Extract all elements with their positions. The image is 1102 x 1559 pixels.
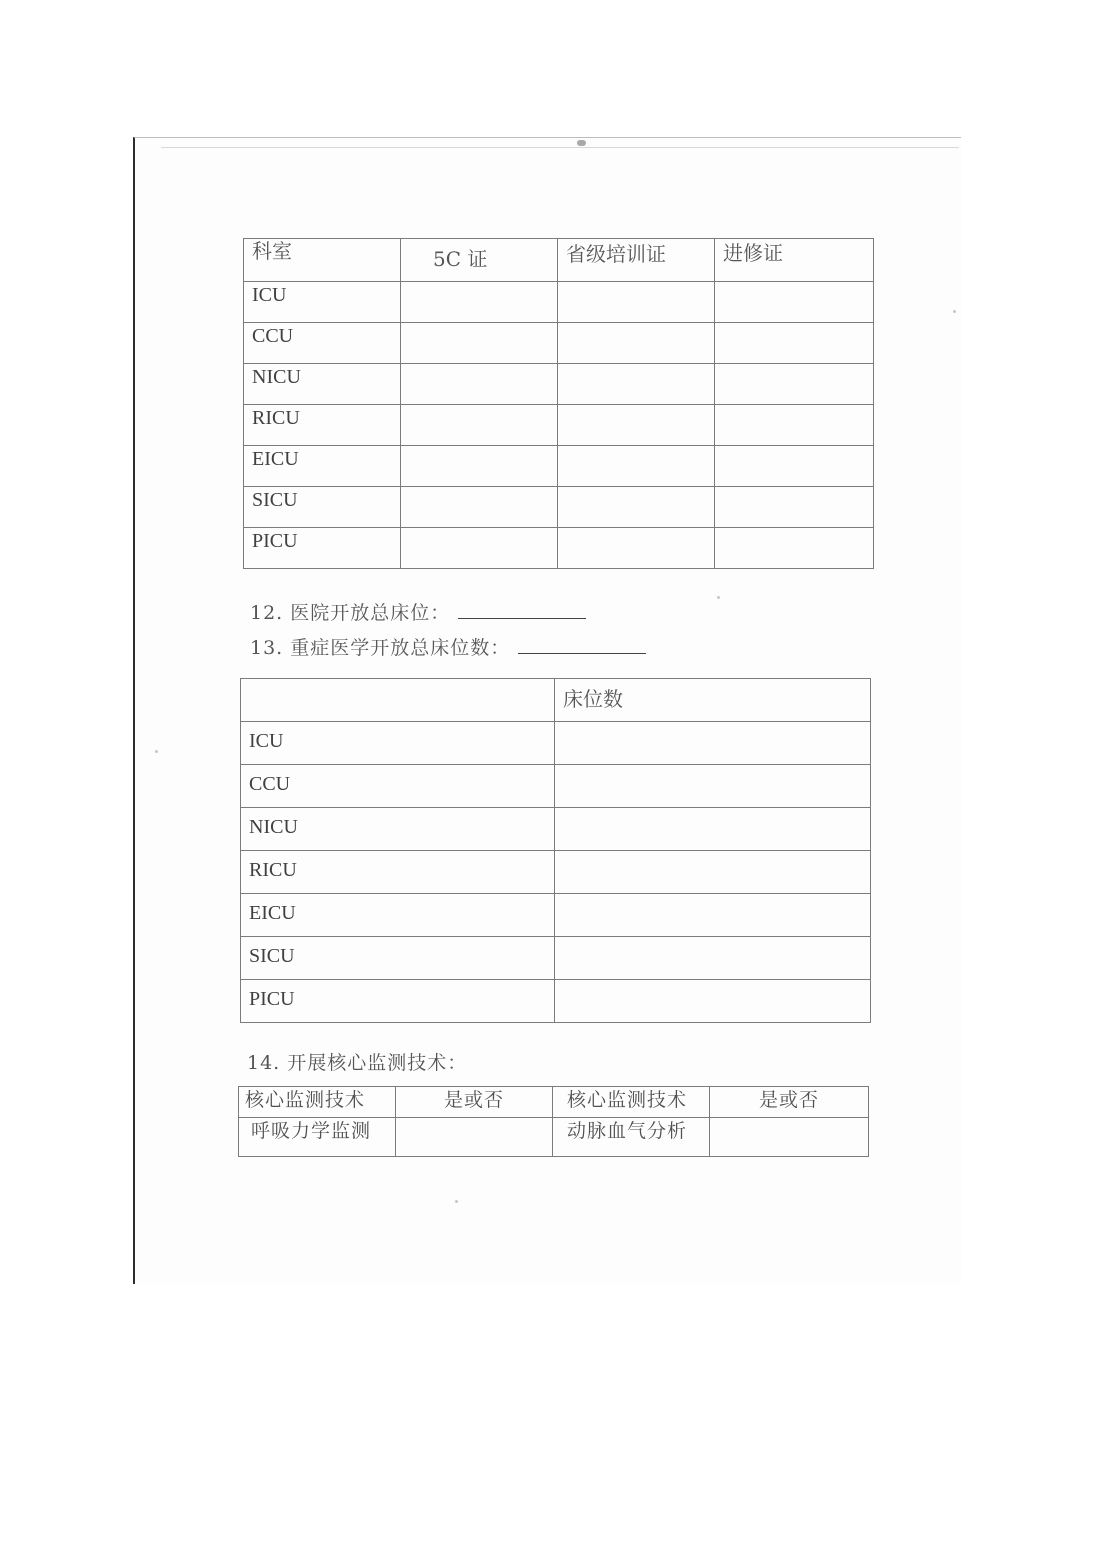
provincial-cert-cell[interactable]	[558, 323, 715, 364]
header-cell	[555, 679, 871, 722]
header-department: 科室	[252, 239, 292, 263]
provincial-cert-cell[interactable]	[558, 487, 715, 528]
table-row	[244, 487, 874, 528]
certificate-table-header	[244, 239, 874, 282]
row-label: ICU	[252, 284, 287, 306]
header-cell	[715, 239, 874, 282]
bed-count-cell[interactable]	[555, 980, 871, 1023]
bed-count-table	[240, 678, 871, 1023]
training-cert-cell[interactable]	[715, 487, 874, 528]
row-label: NICU	[249, 816, 298, 838]
bed-count-cell[interactable]	[555, 851, 871, 894]
technique-cell	[553, 1118, 710, 1157]
monitoring-tech-table	[238, 1086, 869, 1157]
row-label: PICU	[252, 530, 298, 552]
5c-cert-cell[interactable]	[401, 487, 558, 528]
table-row	[244, 405, 874, 446]
training-cert-cell[interactable]	[715, 282, 874, 323]
scan-speck	[717, 596, 720, 599]
bed-table-header	[241, 679, 871, 722]
row-label: CCU	[249, 773, 291, 795]
header-provincial-cert: 省级培训证	[566, 242, 666, 266]
training-cert-cell[interactable]	[715, 364, 874, 405]
row-label: ICU	[249, 730, 284, 752]
row-label-cell	[241, 808, 555, 851]
5c-cert-cell[interactable]	[401, 405, 558, 446]
training-cert-cell[interactable]	[715, 405, 874, 446]
provincial-cert-cell[interactable]	[558, 364, 715, 405]
table-row	[239, 1118, 869, 1157]
scan-speck	[155, 750, 158, 753]
table-row	[241, 808, 871, 851]
row-label: CCU	[252, 325, 294, 347]
tech-table-header	[239, 1087, 869, 1118]
table-row	[241, 851, 871, 894]
header-cell	[558, 239, 715, 282]
header-yes-no: 是或否	[758, 1089, 819, 1111]
bed-count-cell[interactable]	[555, 722, 871, 765]
header-technique: 核心监测技术	[245, 1089, 366, 1111]
certificate-table	[243, 238, 874, 569]
technique-arterial-blood-gas: 动脉血气分析	[567, 1120, 688, 1142]
total-beds-blank[interactable]	[458, 600, 586, 619]
row-label-cell	[241, 765, 555, 808]
table-row	[244, 446, 874, 487]
bed-count-cell[interactable]	[555, 894, 871, 937]
question-13	[250, 635, 646, 660]
provincial-cert-cell[interactable]	[558, 282, 715, 323]
top-rule	[161, 147, 959, 148]
table-row	[244, 282, 874, 323]
row-label: EICU	[252, 448, 299, 470]
technique-cell	[239, 1118, 396, 1157]
header-cell	[710, 1087, 869, 1118]
5c-cert-cell[interactable]	[401, 323, 558, 364]
row-label: EICU	[249, 902, 296, 924]
row-label-cell	[241, 980, 555, 1023]
row-label: PICU	[249, 988, 295, 1010]
table-row	[241, 937, 871, 980]
icu-total-beds-blank[interactable]	[518, 635, 646, 654]
scan-mark	[577, 140, 586, 146]
question-12	[250, 600, 586, 625]
table-row	[241, 722, 871, 765]
yes-no-cell[interactable]	[396, 1118, 553, 1157]
header-cell	[239, 1087, 396, 1118]
table-row	[244, 323, 874, 364]
header-cell	[401, 239, 558, 282]
header-5c-cert: 5C 证	[433, 247, 488, 271]
row-label-cell	[241, 894, 555, 937]
bed-count-cell[interactable]	[555, 937, 871, 980]
scanned-page	[133, 137, 961, 1284]
header-training-cert: 进修证	[723, 241, 783, 265]
row-label-cell	[241, 851, 555, 894]
header-technique: 核心监测技术	[567, 1089, 688, 1111]
row-label-cell	[244, 405, 401, 446]
provincial-cert-cell[interactable]	[558, 405, 715, 446]
bed-count-cell[interactable]	[555, 765, 871, 808]
question-13-text: 13. 重症医学开放总床位数：	[250, 637, 511, 659]
header-cell	[241, 679, 555, 722]
yes-no-cell[interactable]	[710, 1118, 869, 1157]
5c-cert-cell[interactable]	[401, 364, 558, 405]
table-row	[244, 364, 874, 405]
header-yes-no: 是或否	[443, 1089, 504, 1111]
5c-cert-cell[interactable]	[401, 528, 558, 569]
provincial-cert-cell[interactable]	[558, 446, 715, 487]
header-bed-count: 床位数	[563, 687, 623, 711]
header-cell	[396, 1087, 553, 1118]
technique-respiratory-mechanics: 呼吸力学监测	[251, 1120, 372, 1142]
row-label-cell	[241, 722, 555, 765]
header-cell	[244, 239, 401, 282]
bed-count-cell[interactable]	[555, 808, 871, 851]
row-label: RICU	[249, 859, 297, 881]
table-row	[241, 980, 871, 1023]
table-row	[244, 528, 874, 569]
row-label-cell	[244, 282, 401, 323]
row-label: SICU	[249, 945, 295, 967]
row-label-cell	[241, 937, 555, 980]
question-14-text: 14. 开展核心监测技术：	[247, 1052, 468, 1074]
row-label-cell	[244, 323, 401, 364]
table-row	[241, 765, 871, 808]
row-label: RICU	[252, 407, 300, 429]
row-label-cell	[244, 528, 401, 569]
row-label: SICU	[252, 489, 298, 511]
5c-cert-cell[interactable]	[401, 282, 558, 323]
provincial-cert-cell[interactable]	[558, 528, 715, 569]
question-12-text: 12. 医院开放总床位：	[250, 602, 451, 624]
row-label: NICU	[252, 366, 301, 388]
header-cell	[553, 1087, 710, 1118]
scan-speck	[953, 310, 956, 313]
question-14	[247, 1051, 467, 1075]
scan-speck	[455, 1200, 458, 1203]
table-row	[241, 894, 871, 937]
row-label-cell	[244, 446, 401, 487]
training-cert-cell[interactable]	[715, 446, 874, 487]
row-label-cell	[244, 364, 401, 405]
training-cert-cell[interactable]	[715, 323, 874, 364]
5c-cert-cell[interactable]	[401, 446, 558, 487]
training-cert-cell[interactable]	[715, 528, 874, 569]
row-label-cell	[244, 487, 401, 528]
